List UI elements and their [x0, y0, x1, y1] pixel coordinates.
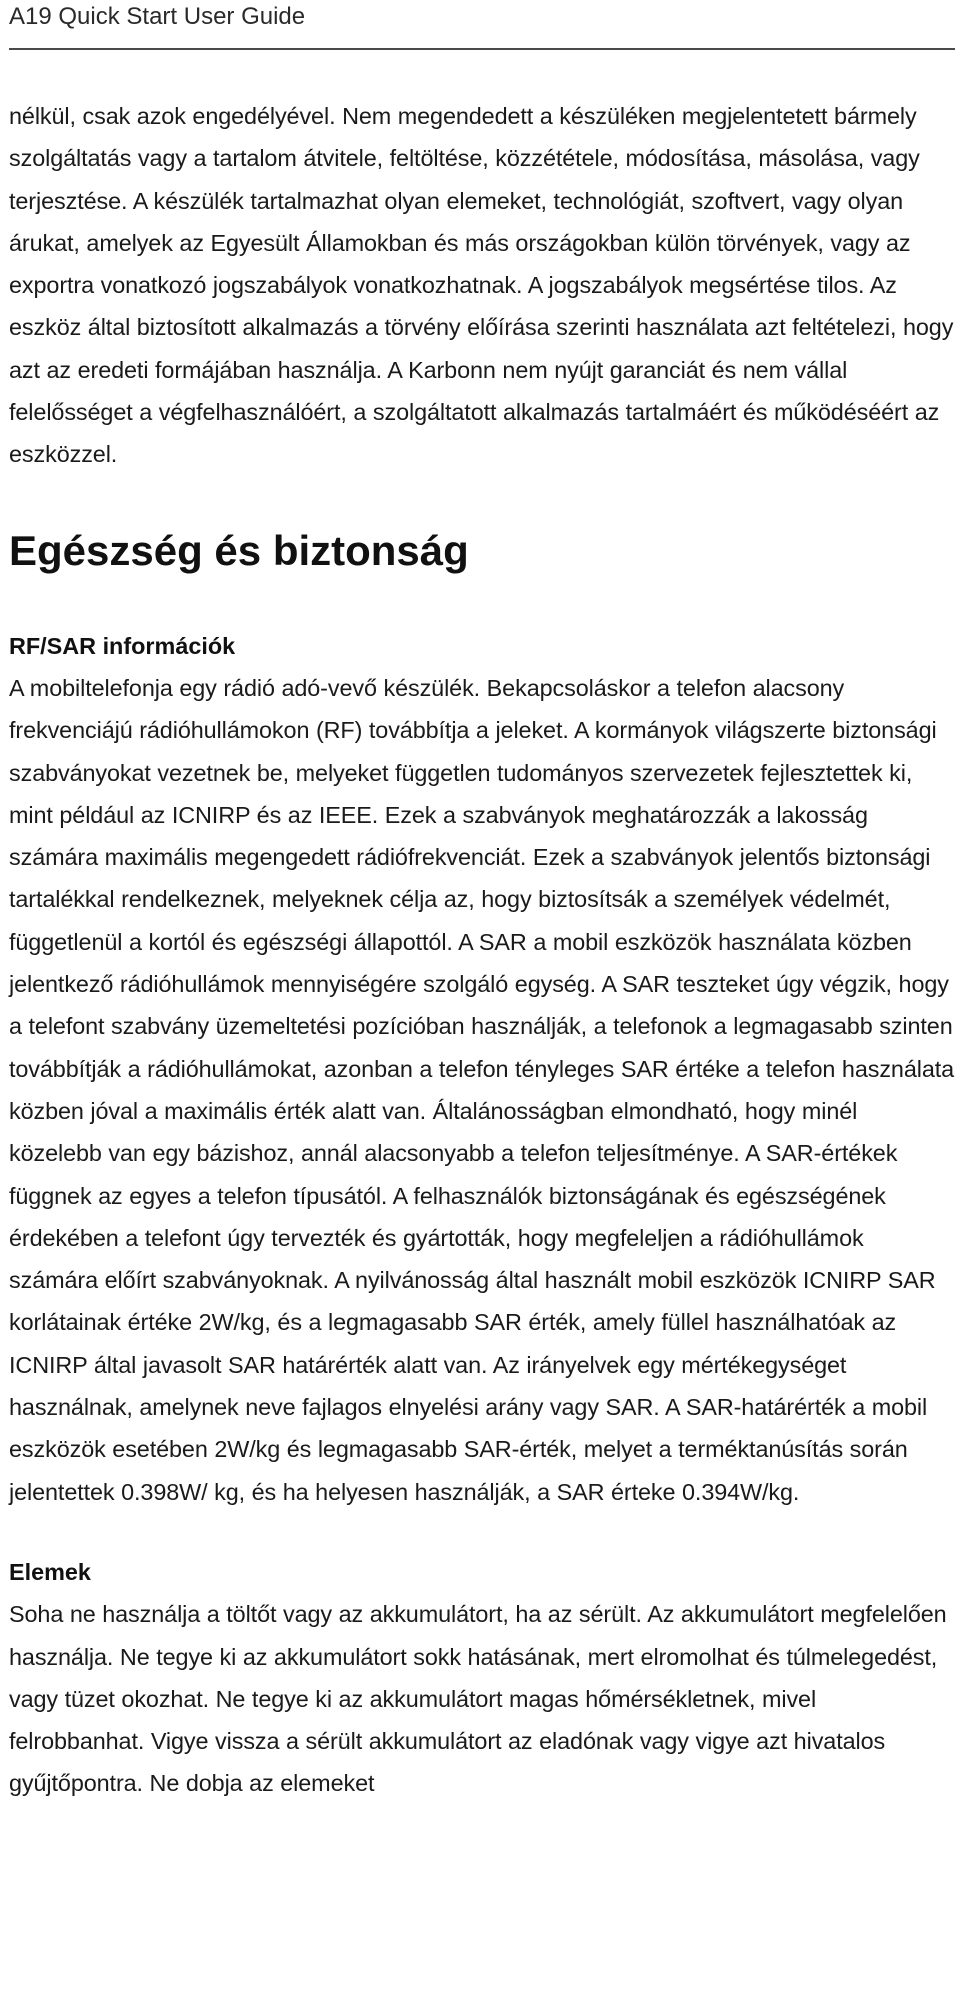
- batteries-paragraph: Soha ne használja a töltőt vagy az akkumulátort, ha az sérült. Az akkumulátort megfelelően használja. Ne tegye ki az akkumulátort sokk hatásának, mert elromolhat és túlmelegedést, vagy tüzet okozhat. Ne tegye ki az akkumulátort magas hőmérsékletnek, mivel felrobbanhat. Vigye vissza a sérült akkumulátort az eladónak vagy vigye azt hivatalos gyűjtőpontra. Ne dobja az elemeket: [9, 1601, 947, 1797]
- section-heading-health-safety: Egészség és biztonság: [9, 526, 469, 574]
- document-title: A19 Quick Start User Guide: [9, 3, 306, 30]
- subheading-batteries: Elemek: [9, 1558, 91, 1585]
- intro-paragraph: nélkül, csak azok engedélyével. Nem megendedett a készüléken megjelentetett bármely szolgáltatás vagy a tartalom átvitele, feltöltése, közzététele, módosítása, másolása, vagy terjesztése. A készülék tartalmazhat olyan elemeket, technológiát, szoftvert, vagy olyan árukat, amelyek az Egyesült Államokban és más országokban külön törvények, vagy az exportra vonatkozó jogszabályok vonatkozhatnak. A jogszabályok megsértése tilos. Az eszköz által biztosított alkalmazás a törvény előírása szerinti használata azt feltételezi, hogy azt az eredeti formájában használja. A Karbonn nem nyújt garanciát és nem vállal felelősséget a végfelhasználóért, a szolgáltatott alkalmazás tartalmáért és működéséért az eszközzel.: [9, 103, 954, 468]
- page-content: [9, 95, 955, 1805]
- running-header: [9, 0, 955, 50]
- rf-sar-paragraph: A mobiltelefonja egy rádió adó-vevő készülék. Bekapcsoláskor a telefon alacsony frekvenciájú rádióhullámokon (RF) továbbítja a jeleket. A kormányok világszerte biztonsági szabványokat vezetnek be, melyeket független tudományos szervezetek fejlesztettek ki, mint például az ICNIRP és az IEEE. Ezek a szabványok meghatározzák a lakosság számára maximális megengedett rádiófrekvenciát. Ezek a szabványok jelentős biztonsági tartalékkal rendelkeznek, melyeknek célja az, hogy biztosítsák a személyek védelmét, függetlenül a kortól és egészségi állapottól. A SAR a mobil eszközök használata közben jelentkező rádióhullámok mennyiségére szolgáló egység. A SAR teszteket úgy végzik, hogy a telefont szabvány üzemeltetési pozícióban használják, a telefonok a legmagasabb szinten továbbítják a rádióhullámokat, azonban a telefon tényleges SAR értéke a telefon használata közben jóval a maximális érték alatt van. Általánosságban elmondható, hogy minél közelebb van egy bázishoz, annál alacsonyabb a telefon teljesítménye. A SAR-értékek függnek az egyes a telefon típusától. A felhasználók biztonságának és egészségének érdekében a telefont úgy tervezték és gyártották, hogy megfeleljen a rádióhullámok számára előírt szabványoknak. A nyilvánosság által használt mobil eszközök ICNIRP SAR korlátainak értéke 2W/kg, és a legmagasabb SAR érték, amely füllel használhatóak az ICNIRP által javasolt SAR határérték alatt van. Az irányelvek egy mértékegységet használnak, amelynek neve fajlagos elnyelési arány vagy SAR. A SAR-határérték a mobil eszközök esetében 2W/kg és legmagasabb SAR-érték, melyet a terméktanúsítás során jelentettek 0.398W/ kg, és ha helyesen használják, a SAR érteke 0.394W/kg.: [9, 674, 955, 1505]
- subheading-rf-sar: RF/SAR információk: [9, 632, 236, 659]
